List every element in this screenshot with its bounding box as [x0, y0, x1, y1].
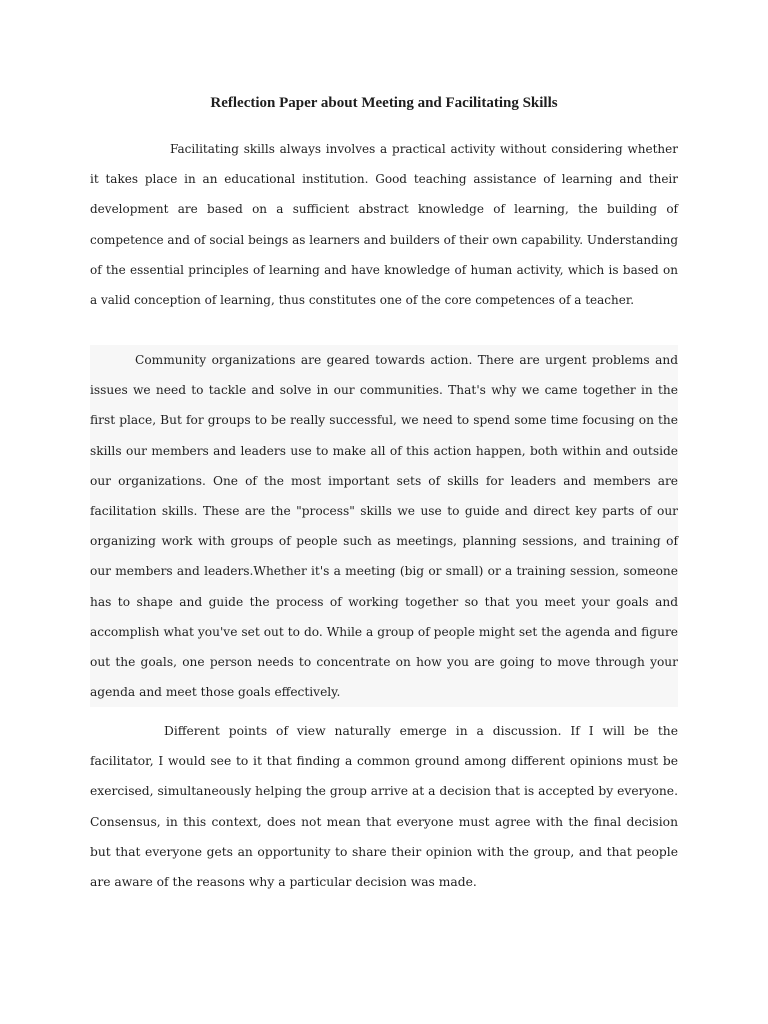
paragraph-points-of-view: Different points of view naturally emerge in a discussion. If I will be the facilitator, I would see to it that finding a common ground among different opinions must be exercised, simultaneously helping the group arrive at a decision that is accepted by everyone. Consensus, in this context, does not mean that everyone must agree with the final decision but that everyone gets an opportunity to share their opinion with the group, and that people are aware of the reasons why a particular decision was made. [90, 724, 678, 890]
document-title: Reflection Paper about Meeting and Facilitating Skills [210, 95, 558, 111]
paragraph-community-organizations: Community organizations are geared towards action. There are urgent problems and issues we need to tackle and solve in our communities. That's why we came together in the first place, But for groups to be really successful, we need to spend some time focusing on the skills our members and leaders use to make all of this action happen, both within and outside our organizations. One of the most important sets of skills for leaders and members are facilitation skills. These are the "process" skills we use to guide and direct key parts of our organizing work with groups of people such as meetings, planning sessions, and training of our members and leaders.Whether it's a meeting (big or small) or a training session, someone has to shape and guide the process of working together so that you meet your goals and accomplish what you've set out to do. While a group of people might set the agenda and figure out the goals, one person needs to concentrate on how you are going to move through your agenda and meet those goals effectively. [90, 345, 678, 707]
paragraph-facilitating-skills: Facilitating skills always involves a practical activity without considering whether it takes place in an educational institution. Good teaching assistance of learning and their development are based on a sufficient abstract knowledge of learning, the building of competence and of social beings as learners and builders of their own capability. Understanding of the essential principles of learning and have knowledge of human activity, which is based on a valid conception of learning, thus constitutes one of the core competences of a teacher. [90, 142, 678, 308]
